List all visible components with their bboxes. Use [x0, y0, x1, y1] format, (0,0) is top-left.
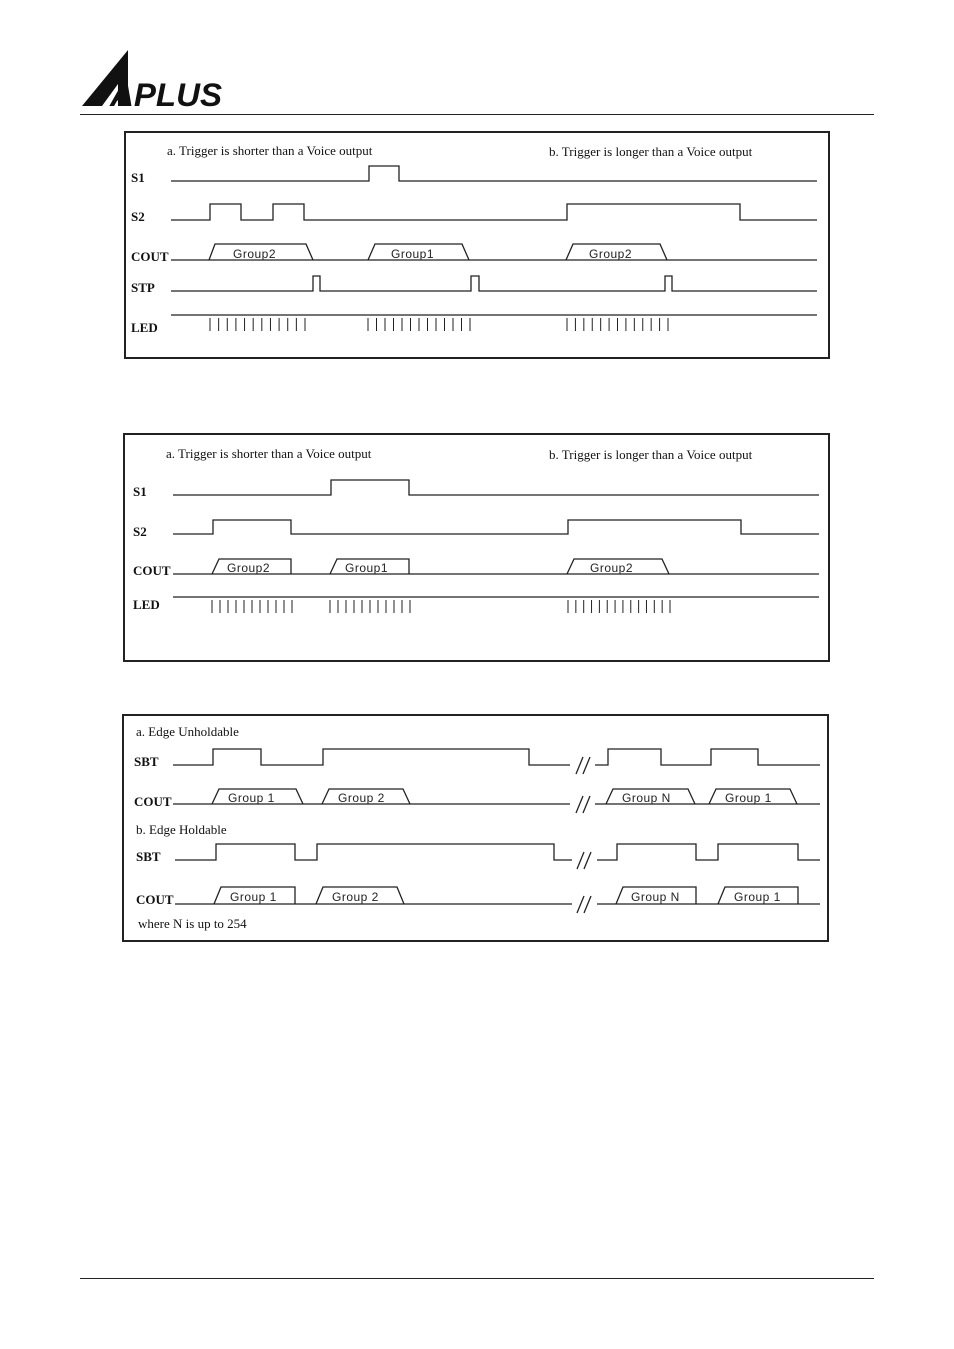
caption-a: a. Trigger is shorter than a Voice output [167, 143, 373, 158]
diagram-frame [125, 132, 829, 358]
signal-label-sbt-a: SBT [134, 754, 159, 769]
caption-b: b. Trigger is longer than a Voice output [549, 447, 753, 462]
break-mark-sbt-a [576, 757, 590, 774]
break-mark-cout-b [577, 896, 591, 913]
s1-waveform [171, 166, 817, 181]
signal-label-s2: S2 [133, 524, 147, 539]
signal-label-cout-a: COUT [134, 794, 172, 809]
cout-a-group-label-1: Group 1 [228, 791, 275, 805]
cout-b-group-label-3: Group N [631, 890, 680, 904]
cout-group-label-1: Group2 [227, 561, 271, 575]
footnote: where N is up to 254 [138, 916, 247, 931]
signal-label-led: LED [131, 320, 158, 335]
logo-text: APLUS [108, 77, 223, 110]
signal-label-s1: S1 [131, 170, 145, 185]
cout-a-group-label-4: Group 1 [725, 791, 772, 805]
signal-label-s2: S2 [131, 209, 145, 224]
header-rule [80, 114, 874, 115]
led-pulses-2 [330, 600, 410, 613]
cout-group-label-3: Group2 [589, 247, 633, 261]
signal-label-stp: STP [131, 280, 155, 295]
led-pulses-2 [368, 318, 470, 331]
signal-label-s1: S1 [133, 484, 147, 499]
s1-waveform [173, 480, 819, 495]
signal-label-led: LED [133, 597, 160, 612]
cout-b-group-label-4: Group 1 [734, 890, 781, 904]
cout-group-label-1: Group2 [233, 247, 277, 261]
break-mark-cout-a [576, 796, 590, 813]
sbt-b-waveform-2 [597, 844, 820, 860]
timing-diagram-1 [0, 130, 954, 362]
caption-b: b. Trigger is longer than a Voice output [549, 144, 753, 159]
sbt-a-waveform-2 [595, 749, 820, 765]
timing-diagram-2 [0, 433, 954, 665]
caption-a: a. Edge Unholdable [136, 724, 239, 739]
led-pulses-3 [568, 600, 670, 613]
signal-label-sbt-b: SBT [136, 849, 161, 864]
cout-group-label-2: Group1 [391, 247, 435, 261]
sbt-a-waveform-1 [173, 749, 570, 765]
cout-a-group-label-2: Group 2 [338, 791, 385, 805]
aplus-logo [80, 44, 230, 110]
cout-b-group-label-1: Group 1 [230, 890, 277, 904]
signal-label-cout-b: COUT [136, 892, 174, 907]
stp-waveform [171, 276, 817, 291]
sbt-b-waveform-1 [175, 844, 572, 860]
s2-waveform [171, 204, 817, 220]
diagram-frame [124, 434, 829, 661]
cout-group-label-2: Group1 [345, 561, 389, 575]
break-mark-sbt-b [577, 852, 591, 869]
led-pulses-1 [212, 600, 292, 613]
cout-a-group-label-3: Group N [622, 791, 671, 805]
caption-a: a. Trigger is shorter than a Voice output [166, 446, 372, 461]
led-pulses-3 [567, 318, 668, 331]
caption-b: b. Edge Holdable [136, 822, 227, 837]
footer-rule [80, 1278, 874, 1279]
timing-diagram-3 [0, 714, 954, 946]
s2-waveform [173, 520, 819, 534]
signal-label-cout: COUT [131, 249, 169, 264]
cout-b-group-label-2: Group 2 [332, 890, 379, 904]
led-pulses-1 [210, 318, 305, 331]
cout-group-label-3: Group2 [590, 561, 634, 575]
signal-label-cout: COUT [133, 563, 171, 578]
